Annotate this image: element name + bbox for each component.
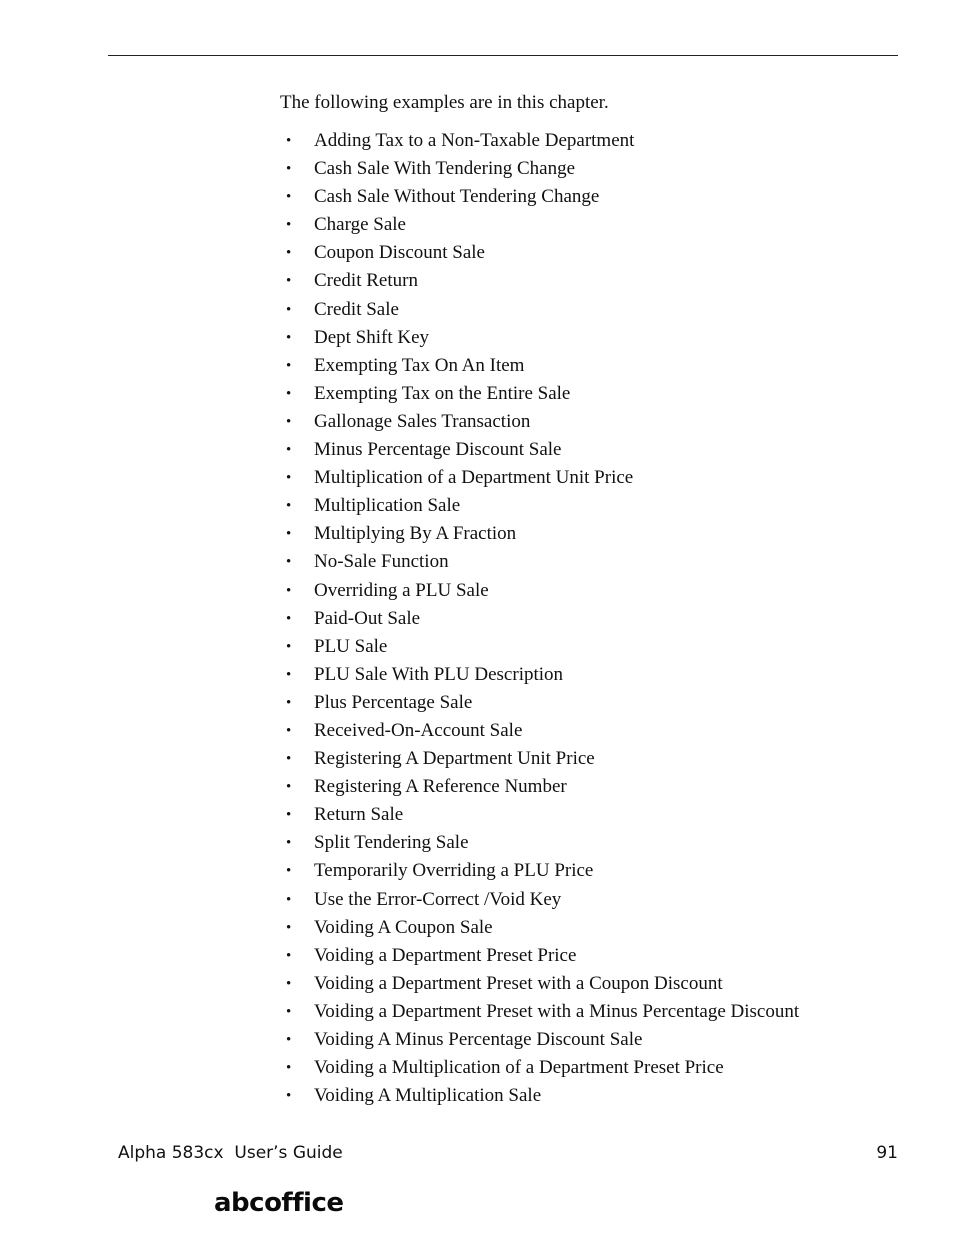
bullet-icon: • [286, 498, 292, 515]
bullet-icon: • [286, 217, 292, 234]
bullet-icon: • [286, 1060, 292, 1077]
bullet-icon: • [286, 470, 292, 487]
list-item-label: Exempting Tax on the Entire Sale [314, 382, 571, 404]
list-item-label: PLU Sale [314, 635, 388, 657]
bullet-icon: • [286, 638, 292, 655]
intro-text: The following examples are in this chapter. [280, 92, 609, 113]
list-item-label: Return Sale [314, 804, 404, 826]
bullet-icon: • [286, 161, 292, 178]
bullet-icon: • [286, 751, 292, 768]
list-item [286, 970, 799, 998]
list-item-label: Split Tendering Sale [314, 832, 469, 854]
bullet-icon: • [286, 919, 292, 936]
list-item-label: Received-On-Account Sale [314, 719, 523, 741]
bullet-icon: • [286, 779, 292, 796]
list-item-label: Voiding a Multiplication of a Department Preset Price [314, 1057, 724, 1079]
list-item [286, 689, 799, 717]
bullet-icon: • [286, 666, 292, 683]
list-item [286, 745, 799, 773]
list-item [286, 633, 799, 661]
list-item-label: Multiplying By A Fraction [314, 523, 517, 545]
list-item [286, 1082, 799, 1110]
list-item-label: Voiding A Coupon Sale [314, 916, 493, 938]
list-item [286, 267, 799, 295]
list-item-label: Voiding A Multiplication Sale [314, 1085, 542, 1107]
list-item [286, 127, 799, 155]
bullet-icon: • [286, 694, 292, 711]
list-item [286, 1054, 799, 1082]
list-item [286, 605, 799, 633]
list-item [286, 380, 799, 408]
list-item-label: Voiding a Department Preset Price [314, 944, 577, 966]
bullet-icon: • [286, 1088, 292, 1105]
list-item-label: Cash Sale Without Tendering Change [314, 186, 600, 208]
bullet-icon: • [286, 722, 292, 739]
bullet-icon: • [286, 582, 292, 599]
bullet-icon: • [286, 947, 292, 964]
list-item [286, 857, 799, 885]
list-item-label: Paid-Out Sale [314, 607, 421, 629]
list-item [286, 464, 799, 492]
list-item-label: Voiding A Minus Percentage Discount Sale [314, 1029, 643, 1050]
bullet-icon: • [286, 301, 292, 318]
page-number: 91 [876, 1143, 898, 1163]
bullet-icon: • [286, 133, 292, 149]
bullet-icon: • [286, 189, 292, 206]
list-item [286, 211, 799, 239]
list-item-label: Use the Error-Correct /Void Key [314, 888, 562, 910]
list-item-label: Credit Sale [314, 298, 399, 320]
list-item [286, 914, 799, 942]
list-item [286, 408, 799, 436]
list-item [286, 773, 799, 801]
list-item [286, 239, 799, 267]
list-item-label: Charge Sale [314, 214, 406, 236]
bullet-icon: • [286, 273, 292, 290]
list-item-label: Voiding a Department Preset with a Minus Percentage Discount [314, 1000, 800, 1022]
list-item-label: PLU Sale With PLU Description [314, 663, 564, 685]
list-item-label: Dept Shift Key [314, 326, 430, 348]
list-item [286, 155, 799, 183]
bullet-icon: • [286, 442, 292, 459]
list-item [286, 492, 799, 520]
bullet-icon: • [286, 975, 292, 992]
list-item-label: Exempting Tax On An Item [314, 354, 525, 376]
list-item-label: Gallonage Sales Transaction [314, 410, 531, 432]
header-rule [108, 55, 898, 56]
bullet-icon: • [286, 245, 292, 262]
abcoffice-watermark: abcoffice [214, 1188, 344, 1218]
list-item-label: Minus Percentage Discount Sale [314, 439, 562, 461]
list-item-label: Adding Tax to a Non-Taxable Department [314, 130, 635, 151]
list-item-label: Overriding a PLU Sale [314, 579, 489, 601]
list-item [286, 296, 799, 324]
bullet-icon: • [286, 863, 292, 880]
list-item-label: Registering A Department Unit Price [314, 748, 595, 770]
list-item [286, 1026, 799, 1054]
bullet-icon: • [286, 610, 292, 627]
list-item-label: Voiding a Department Preset with a Coupon Discount [314, 972, 723, 994]
list-item-label: No-Sale Function [314, 551, 449, 573]
bullet-icon: • [286, 385, 292, 402]
list-item [286, 352, 799, 380]
list-item [286, 998, 799, 1026]
bullet-icon: • [286, 329, 292, 346]
list-item [286, 661, 799, 689]
list-item [286, 520, 799, 548]
examples-list [286, 127, 799, 1110]
list-item-label: Cash Sale With Tendering Change [314, 158, 576, 180]
list-item [286, 183, 799, 211]
bullet-icon: • [286, 891, 292, 908]
bullet-icon: • [286, 413, 292, 430]
list-item-label: Plus Percentage Sale [314, 691, 473, 713]
list-item-label: Registering A Reference Number [314, 776, 567, 798]
bullet-icon: • [286, 1032, 292, 1048]
list-item [286, 886, 799, 914]
list-item [286, 577, 799, 605]
list-item [286, 324, 799, 352]
list-item-label: Coupon Discount Sale [314, 242, 485, 264]
list-item-label: Temporarily Overriding a PLU Price [314, 860, 594, 882]
bullet-icon: • [286, 835, 292, 852]
bullet-icon: • [286, 807, 292, 824]
footer-title: Alpha 583cx User’s Guide [118, 1143, 343, 1163]
bullet-icon: • [286, 554, 292, 571]
bullet-icon: • [286, 1003, 292, 1020]
list-item [286, 942, 799, 970]
list-item [286, 548, 799, 576]
list-item-label: Multiplication of a Department Unit Price [314, 467, 634, 489]
list-item-label: Multiplication Sale [314, 495, 461, 517]
list-item [286, 829, 799, 857]
list-item-label: Credit Return [314, 270, 418, 292]
bullet-icon: • [286, 526, 292, 543]
list-item [286, 717, 799, 745]
list-item [286, 801, 799, 829]
list-item [286, 436, 799, 464]
bullet-icon: • [286, 357, 292, 374]
